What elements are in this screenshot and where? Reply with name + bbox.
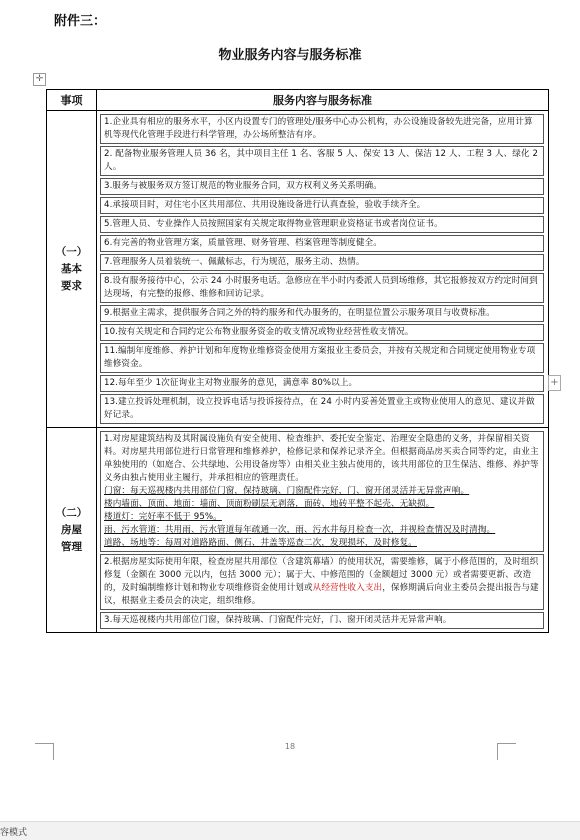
list-item — [100, 554, 544, 610]
list-item: 1.对房屋建筑结构及其附属设施负有安全使用、检查维护、委托安全鉴定、治理安全隐患的义务，并保留相关资料。对房屋共用部位进行日常管理和维修养护，检修记录和保养记录齐全。但根据商品房买卖合同等约定，由业主单独使用的（如庭合、公共绿地、公用设备房等）由相关业主独占使用的，该共用部位的卫生保洁、维修、养护等义务由独占使用业主履行，并承担相应的管理责任。 门窗：每天巡视楼内共用部位门窗，保持玻璃、门窗配件完好，门、窗开闭灵活并无异常声响。 楼内墙面、顶面、地面：墙面、顶面粉刷层无剥落，面砖、地砖平整不起壳、无缺损。 楼道灯：完好率不低于 95%。 雨、污水管道：共用雨、污水管道每年疏通一次，雨、污水井每月检查一次，并视检查情况及时清掏。 道路、场地等：每周对道路路面、侧石、井盖等巡查二次，发现损坏，及时修复。 — [100, 431, 544, 552]
header-item: 事项 — [47, 90, 97, 111]
table-header-row — [47, 90, 549, 111]
attachment-label: 附件三： — [54, 14, 107, 29]
section-items — [97, 111, 549, 428]
list-item: 13.建立投诉处理机制，设立投诉电话与投诉接待点，在 24 小时内妥善处置业主或物业使用人的意见、建议并做好记录。 — [100, 394, 544, 424]
header-content: 服务内容与服务标准 — [97, 90, 549, 111]
list-item: 12.每年至少 1次征询业主对物业服务的意见，满意率 80%以上。 — [100, 375, 544, 392]
list-item: 7.管理服务人员着装统一、佩戴标志，行为规范，服务主动、热情。 — [100, 254, 544, 271]
list-item: 8.设有服务接待中心，公示 24 小时服务电话。急修应在半小时内委派人员到场维修，其它报修按双方约定时间到达现场，有完整的报修、维修和回访记录。 — [100, 273, 544, 303]
list-item: 10.按有关规定和合同约定公布物业服务资金的收支情况或物业经营性收支情况。 — [100, 324, 544, 341]
list-item: 2. 配备物业服务管理人员 36 名，其中项目主任 1 名、客服 5 人、保安 13 人、保洁 12 人、工程 3 人、绿化 2 人。 — [100, 146, 544, 176]
list-item: 1.企业具有相应的服务水平，小区内设置专门的管理处/服务中心办公机构，办公设施设备较先进完备，应用计算机等现代化管理手段进行科学管理，办公场所整洁有序。 — [100, 114, 544, 144]
section-items — [97, 428, 549, 633]
list-item: 3.服务与被服务双方签订规范的物业服务合同，双方权利义务关系明确。 — [100, 178, 544, 195]
table-move-handle-icon[interactable]: ✛ — [33, 73, 46, 86]
section-basic-requirements — [47, 111, 549, 428]
status-mode[interactable]: 容模式 — [0, 828, 28, 838]
add-row-icon[interactable]: + — [548, 375, 561, 391]
section-housing-management — [47, 428, 549, 633]
section-label: （一） 基本 要求 — [47, 111, 97, 428]
status-bar — [0, 821, 580, 840]
section-label: （二） 房屋 管理 — [47, 428, 97, 633]
list-item: 4.承接项目时，对住宅小区共用部位、共用设施设备进行认真查验，验收手续齐全。 — [100, 197, 544, 214]
service-standard-table — [46, 89, 549, 633]
list-item: 11.编制年度维修、养护计划和年度物业维修资金使用方案报业主委员会，并按有关规定和合同规定使用物业专项维修资金。 — [100, 343, 544, 373]
list-item: 5.管理人员、专业操作人员按照国家有关规定取得物业管理职业资格证书或者岗位证书。 — [100, 216, 544, 233]
list-item: 9.根据业主需求，提供服务合同之外的特约服务和代办服务的，在明显位置公示服务项目与收费标准。 — [100, 305, 544, 322]
list-item: 6.有完善的物业管理方案，质量管理、财务管理、档案管理等制度健全。 — [100, 235, 544, 252]
list-item-rich-text: 2.根据房屋实际使用年限，检查房屋共用部位（含建筑幕墙）的使用状况，需要维修，属于小修范围的，及时组织修复（金额在 3000 元以内，包括 3000 元）；属于大、中修范围的（金额超过 3000 元）或者需要更新、改造的，及时编制维修计划和物业专项维修资金使用计划或从经营性收入支出，保修期满后向业主委员会提出报告与建议，根据业主委员会的决定，组织维修。 — [104, 557, 539, 606]
page-number: 18 — [284, 742, 296, 751]
document-title: 物业服务内容与服务标准 — [218, 48, 362, 63]
list-item: 3.每天巡视楼内共用部位门窗，保持玻璃、门窗配件完好，门、窗开闭灵活并无异常声响。 — [100, 612, 544, 629]
